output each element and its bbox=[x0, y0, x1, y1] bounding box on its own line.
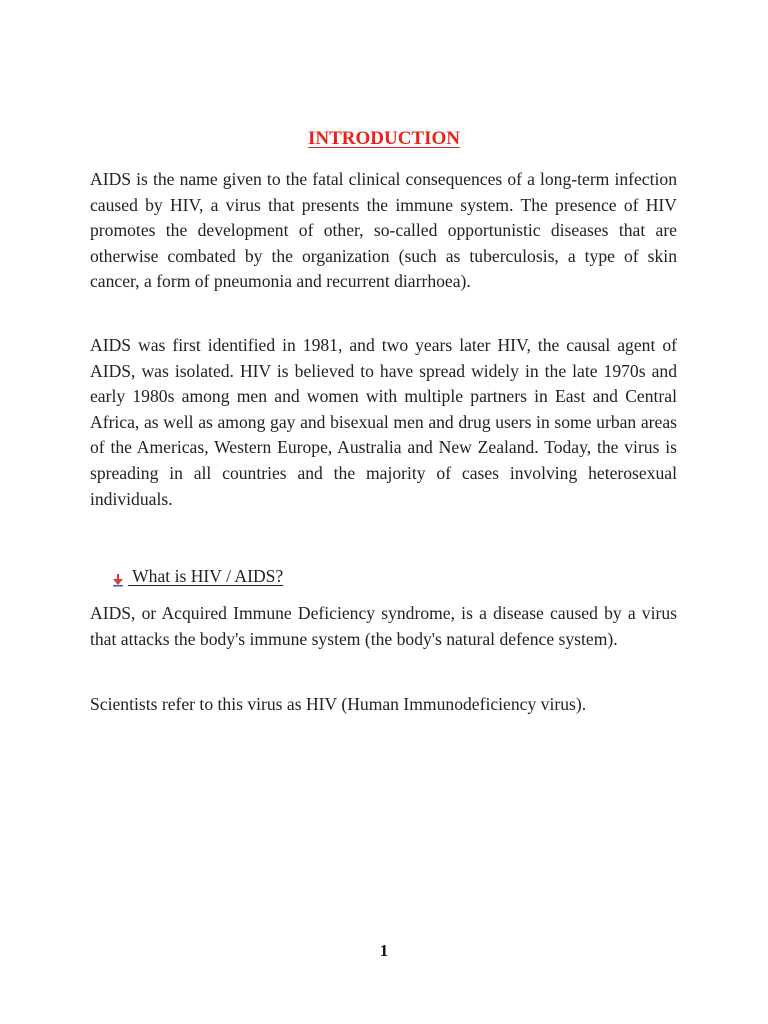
arrow-down-bullet-icon bbox=[112, 569, 124, 583]
intro-paragraph-1: AIDS is the name given to the fatal clinical consequences of a long-term infection caused by HIV, a virus that presents the immune system. The presence of HIV promotes the development of other, so-called opportunistic diseases that are otherwise combated by the organization (such as tuberculosis, a type of skin cancer, a form of pneumonia and recurrent diarrhoea). bbox=[90, 169, 677, 292]
section-paragraph-1: AIDS, or Acquired Immune Deficiency syndrome, is a disease caused by a virus that attacks the body's immune system (the body's natural defence system). bbox=[90, 603, 677, 649]
section-paragraph-2: Scientists refer to this virus as HIV (Human Immunodeficiency virus). bbox=[90, 694, 587, 714]
page-number: 1 bbox=[379, 941, 389, 960]
section-heading-text: What is HIV / AIDS? bbox=[128, 566, 284, 586]
page-title: INTRODUCTION bbox=[307, 128, 461, 149]
section-heading bbox=[112, 564, 283, 588]
intro-paragraph-2: AIDS was first identified in 1981, and two years later HIV, the causal agent of AIDS, was isolated. HIV is believed to have spread widely in the late 1970s and early 1980s among men and women with multiple partners in East and Central Africa, as well as among gay and bisexual men and drug users in some urban areas of the Americas, Western Europe, Australia and New Zealand. Today, the virus is spreading in all countries and the majority of cases involving heterosexual individuals. bbox=[90, 335, 677, 509]
